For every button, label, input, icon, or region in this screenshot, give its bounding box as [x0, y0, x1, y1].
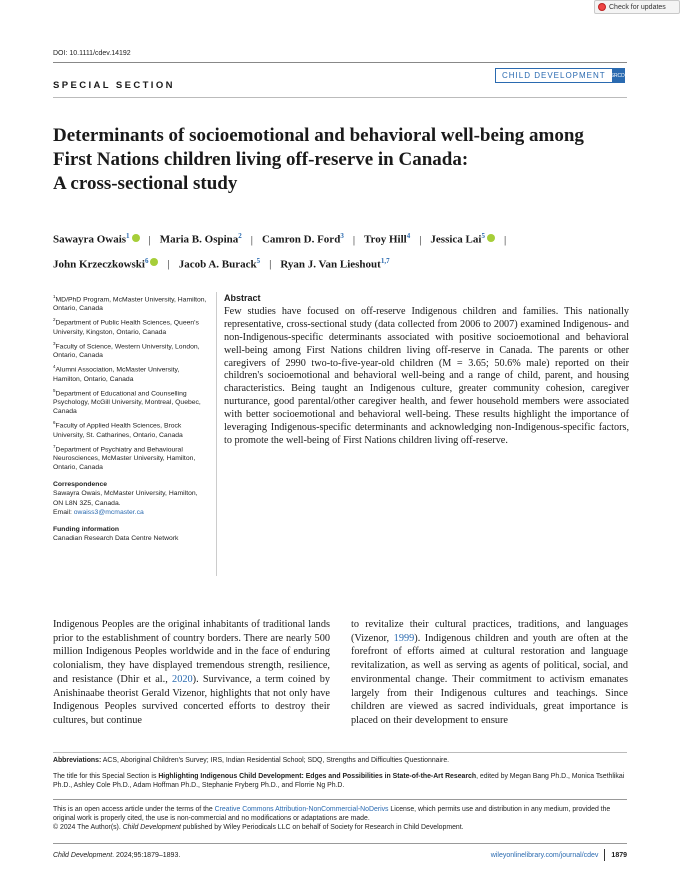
affiliation: $^4$Alumni Association, McMaster University, Hamilton, Ontario, Canada [53, 364, 180, 383]
author-name[interactable]: Camron D. Ford [261, 233, 341, 246]
journal-badge [495, 68, 625, 83]
page-number: 1879 [611, 851, 627, 859]
special-section-note: The title for this Special Section is Highlighting Indigenous Child Development: Edges and Possibilities in State-of-the-Art Research, edited by Megan Bang Ph.D., Monica Tsethlikai Ph.D., Ashley Cole Ph.D., Adam Hoffman Ph.D., Stephanie Fryberg Ph.D., and Florrie Ng Ph.D. [53, 773, 625, 790]
author-name[interactable]: Jacob A. Burack [178, 258, 257, 271]
author-affil-sup[interactable]: 5 [481, 232, 485, 240]
abbreviations-note: Abbreviations: ACS, Aboriginal Children's Survey; IRS, Indian Residential School; SDQ, Strengths and Difficulties Questionnaire. [53, 757, 450, 764]
journal-url-link[interactable]: wileyonlinelibrary.com/journal/cdev [490, 851, 599, 859]
abstract-text: Few studies have focused on off-reserve Indigenous children and families. This nationally representative, cross-sectional study (data collected from 2006 to 2007) examined Indigenous- and non-Indigenous-specific determinants associated with positive socioemotional and behavioral well-being among First Nations children living off-reserve in Canada. The parents or other caregivers of 2990 two-to-five-year-old children (M = 3.65; 50.6% male) reported on their children's socioemotional and behavioral well-being and a range of child, parent, and housing characteristics. Being taught an Indigenous culture, greater community cohesion, caregiver nurturance, good parental/other caregiver health, and fewer household members were associated with better socioemotional and behavioral well-being. These results highlight the importance of leveraging Indigenous-specific determinants and acknowledging non-Indigenous-specific factors, to promote the well-being of First Nations children living off-reserve. [224, 305, 629, 446]
author-affil-sup[interactable]: 2 [238, 232, 242, 240]
affiliation: $^7$Department of Psychiatry and Behavioural Neurosciences, McMaster University, Hamilton, Ontario, Canada [53, 443, 196, 472]
orcid-icon[interactable] [487, 234, 495, 242]
author-separator: | [352, 233, 356, 246]
body-column-right: to revitalize their cultural practices, traditions, and languages (Vizenor, 1999). Indigenous children and youth are often at the forefront of efforts aimed at cultural restoration and language revitalization, as well as serving as agents of political, social, and environmental change. Their commitment to activism emanates largely from their Indigenous cultures and teachings. Since children are viewed as sacred individuals, great importance is placed on their development to ensure [351, 619, 628, 726]
funding-heading: Funding information [53, 525, 120, 533]
author-name[interactable]: Sawayra Owais [53, 233, 127, 246]
abstract [224, 292, 629, 448]
author-separator: | [419, 233, 422, 246]
correspondence-heading: Correspondence [53, 481, 108, 489]
author-name[interactable]: Ryan J. Van Lieshout [280, 258, 381, 271]
author-list [53, 226, 633, 275]
footer-rule [53, 843, 627, 844]
author-separator: | [250, 233, 253, 246]
license-link[interactable]: Creative Commons Attribution-NonCommercial-NoDerivs [214, 806, 389, 813]
citation-link[interactable]: 2020 [172, 673, 193, 685]
check-for-updates-label: Check for updates [609, 3, 666, 11]
section-label: SPECIAL SECTION [53, 80, 175, 91]
author-affil-sup[interactable]: 3 [340, 232, 344, 240]
author-affil-sup[interactable]: 6 [144, 256, 149, 265]
author-separator: | [503, 233, 507, 246]
author-name[interactable]: Troy Hill [364, 233, 407, 246]
author-affil-sup[interactable]: 1 [126, 232, 130, 240]
author-name[interactable]: Jessica Lai [430, 233, 482, 246]
author-name[interactable]: Maria B. Ospina [159, 233, 239, 246]
check-for-updates-button[interactable] [594, 0, 680, 14]
body-column-left: Indigenous Peoples are the original inhabitants of traditional lands prior to the establishment of country borders. There are nearly 500 million Indigenous Peoples worldwide and in the face of enduring colonialism, they have displayed tremendous strength, resilience, and resistance (Dhir et al., 2020). Survivance, a term coined by Anishinaabe theorist Gerald Vizenor, highlights that not only have Indigenous Peoples survived concerted efforts to destroy their cultures, but continue [53, 619, 330, 726]
correspondence-text: Sawayra Owais, McMaster University, Hamilton, ON L8N 3Z5, Canada. Email: owaiss3@mcmaster.ca [53, 490, 198, 516]
srcd-logo: SRCD [612, 69, 624, 82]
article-title [53, 124, 627, 196]
affiliation: $^1$MD/PhD Program, McMaster University, Hamilton, Ontario, Canada [53, 294, 207, 313]
title-line: First Nations children living off-reserve in Canada: [53, 149, 469, 170]
column-divider [216, 292, 217, 576]
title-line: A cross-sectional study [53, 173, 238, 194]
crossmark-icon [598, 3, 606, 11]
doi: DOI: 10.1111/cdev.14192 [53, 50, 131, 57]
license-note: This is an open access article under the terms of the Creative Commons Attribution-NonCommercial-NoDerivs License, which permits use and distribution in any medium, provided the original work is properly cited, the use is non-commercial and no modifications or adaptations are made. © 2024 The Author(s). Child Development published by Wiley Periodicals LLC on behalf of Society for Research in Child Development. [53, 806, 611, 832]
affiliation: $^6$Faculty of Applied Health Sciences, Brock University, St. Catharines, Ontario, Canada [53, 420, 183, 439]
author-affil-sup[interactable]: 5 [256, 256, 261, 265]
affiliation: $^2$Department of Public Health Sciences, Queen's University, Kingston, Ontario, Canada [53, 317, 199, 336]
journal-citation: Child Development. 2024;95:1879–1893. [53, 851, 181, 859]
author-affil-sup[interactable]: 4 [406, 232, 411, 240]
orcid-icon[interactable] [132, 234, 140, 242]
email-link[interactable]: owaiss3@mcmaster.ca [73, 508, 144, 516]
journal-badge-label: CHILD DEVELOPMENT [496, 69, 612, 82]
footer-divider [604, 849, 605, 861]
funding-text: Canadian Research Data Centre Network [53, 534, 179, 542]
page-footer [53, 849, 627, 861]
abstract-heading: Abstract [224, 293, 261, 303]
author-separator: | [269, 258, 272, 271]
author-affil-sup[interactable]: 1,7 [380, 256, 390, 265]
author-separator: | [167, 258, 170, 271]
author-separator: | [148, 233, 151, 246]
license-rule [53, 799, 627, 800]
affiliation: $^3$Faculty of Science, Western University, London, Ontario, Canada [53, 340, 200, 360]
section-rule [53, 97, 627, 98]
header-rule [53, 62, 627, 63]
citation-link[interactable]: 1999 [393, 632, 415, 644]
footnote-rule [53, 752, 627, 753]
affiliation: $^5$Department of Educational and Counselling Psychology, McGill University, Montreal, Quebec, Canada [53, 387, 201, 416]
affiliations-column [53, 292, 208, 543]
author-name[interactable]: John Krzeczkowski [53, 258, 145, 271]
title-line: Determinants of socioemotional and behavioral well-being among [53, 125, 584, 146]
